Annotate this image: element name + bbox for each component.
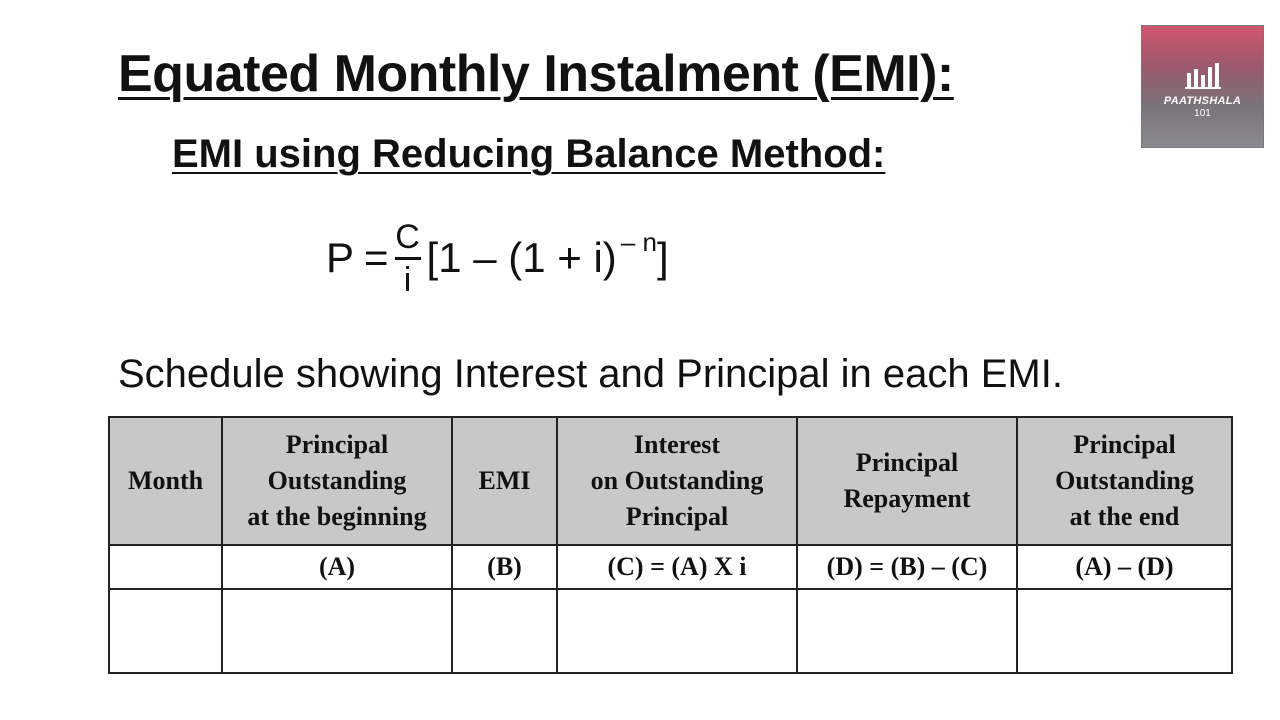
table-cell [109,589,222,673]
header-emi: EMI [452,417,557,545]
header-interest: Interest on Outstanding Principal [557,417,797,545]
table-cell: (A) – (D) [1017,545,1232,589]
header-principal-repayment: Principal Repayment [797,417,1017,545]
formula-denominator: i [403,260,412,299]
page-title: Equated Monthly Instalment (EMI): [118,45,954,103]
formula-close: ] [656,234,669,281]
table-cell [557,589,797,673]
bar-chart-icon [1183,61,1223,91]
formula-equals: = [364,234,389,281]
table-cell [797,589,1017,673]
schedule-table [108,416,1233,674]
fraction-bar [395,257,421,260]
table-row [109,589,1232,673]
formula-exponent: – n [620,226,657,257]
schedule-heading: Schedule showing Interest and Principal in each EMI. [118,352,1063,396]
formula-lhs: P [326,234,355,281]
table-header-row [109,417,1232,545]
header-month: Month [109,417,222,545]
header-principal-end: Principal Outstanding at the end [1017,417,1232,545]
table-cell [452,589,557,673]
header-principal-beginning: Principal Outstanding at the beginning [222,417,452,545]
table-cell: (C) = (A) X i [557,545,797,589]
emi-formula [326,208,669,308]
logo-number: 101 [1194,107,1211,119]
formula-body: [1 – (1 + i) [426,234,617,281]
table-row [109,545,1232,589]
table-cell [109,545,222,589]
section-subtitle: EMI using Reducing Balance Method: [172,132,886,176]
logo-text: PAATHSHALA [1163,94,1242,107]
table-cell [1017,589,1232,673]
paathshala-logo [1141,25,1264,148]
formula-fraction [395,219,421,298]
table-cell: (A) [222,545,452,589]
table-cell: (D) = (B) – (C) [797,545,1017,589]
table-cell [222,589,452,673]
formula-numerator: C [395,217,420,256]
table-cell: (B) [452,545,557,589]
